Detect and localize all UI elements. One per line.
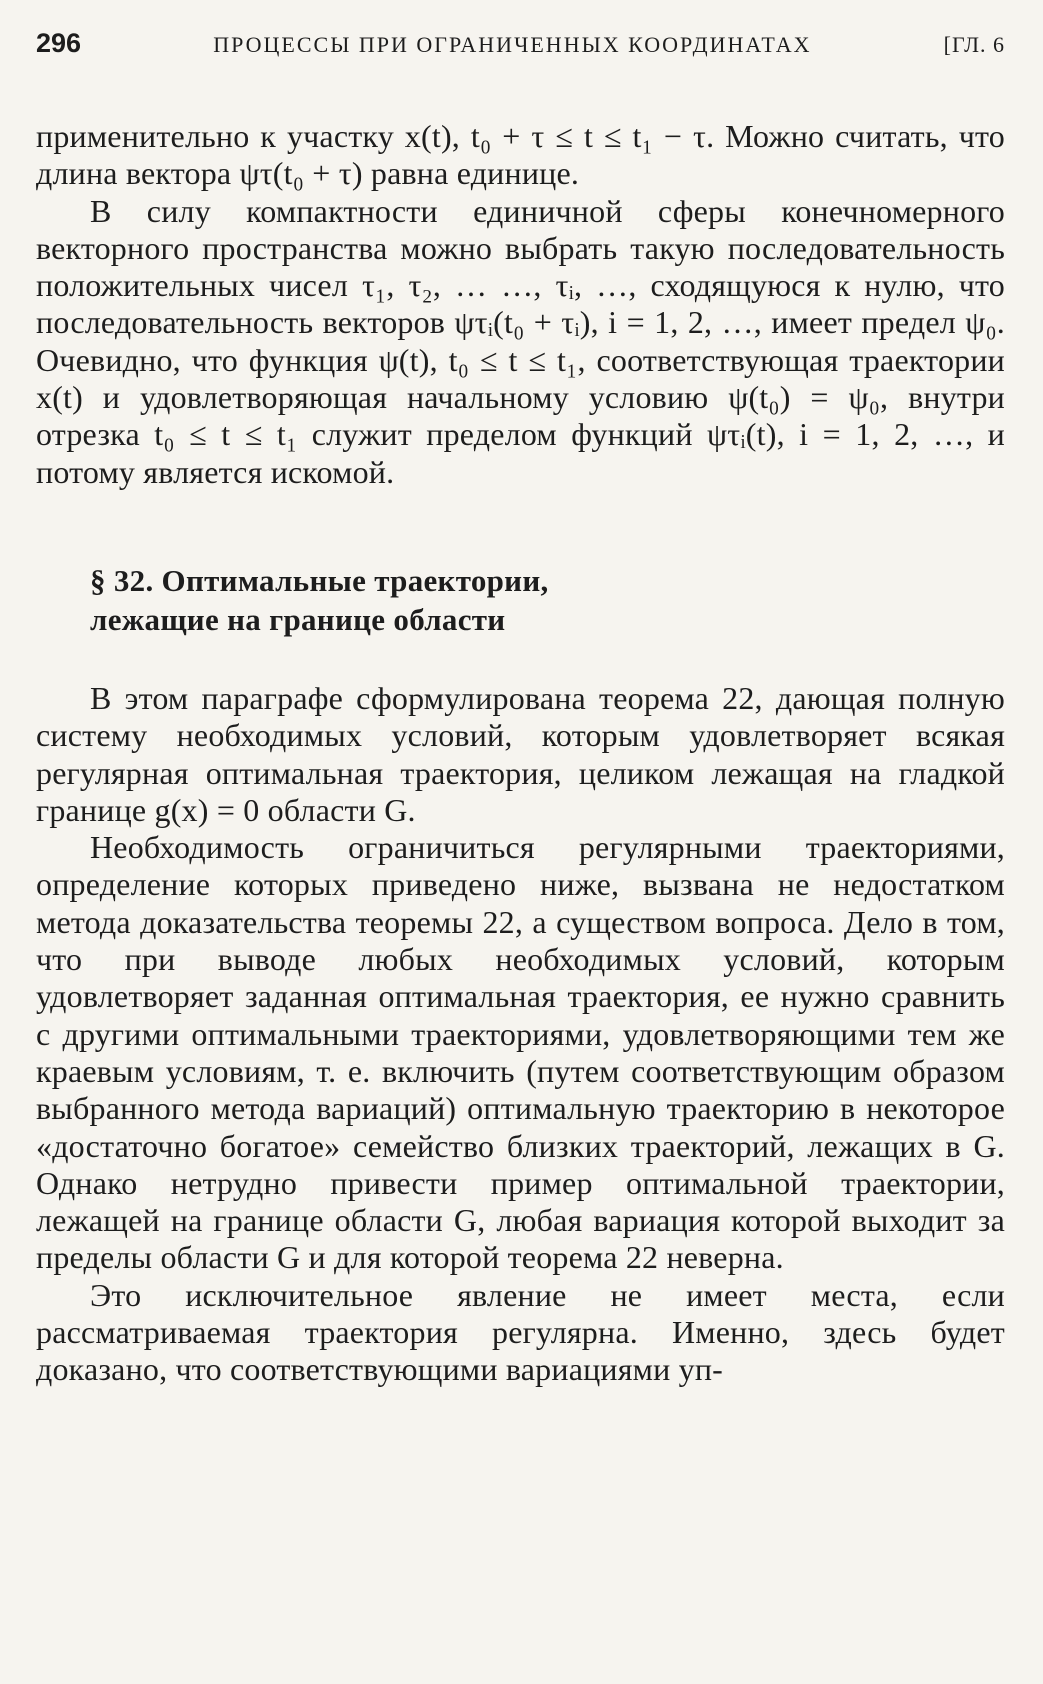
paragraph-compactness: В силу компактности единичной сферы конечномерного векторного пространства можно выбрать такую последовательность положительных чисел τ₁, τ₂, … …, τᵢ, …, сходящуюся к нулю, что последовательность векторов ψτᵢ(t₀ + τᵢ), i = 1, 2, …, имеет предел ψ₀. Очевидно, что функция ψ(t), t₀ ≤ t ≤ t₁, соответствующая траектории x(t) и удовлетворяющая начальному условию ψ(t₀) = ψ₀, внутри отрезка t₀ ≤ t ≤ t₁ служит пределом функций ψτᵢ(t), i = 1, 2, …, и потому является искомой. — [36, 192, 1005, 490]
paragraph-continuation: применительно к участку x(t), t₀ + τ ≤ t ≤ t₁ − τ. Можно считать, что длина вектора ψτ(t₀ + τ) равна единице. — [36, 118, 1005, 192]
page-number: 296 — [36, 28, 82, 58]
paragraph-exceptional-case: Это исключительное явление не имеет места, если рассматриваемая траектория регулярна. Именно, здесь будет доказано, что соответствующими вариациями уп- — [36, 1276, 1005, 1388]
paragraph-regular-trajectories: Необходимость ограничиться регулярными траекториями, определение которых приведено ниже, вызвана не недостатком метода доказательства теоремы 22, а существом вопроса. Дело в том, что при выводе любых необходимых условий, которым удовлетворяет заданная оптимальная траектория, ее нужно сравнить с другими оптимальными траекториями, удовлетворяющими тем же краевым условиям, т. е. включить (путем соответствующим образом выбранного метода вариаций) оптимальную траекторию в некоторое «достаточно богатое» семейство близких траекторий, лежащих в G. Однако нетрудно привести пример оптимальной траектории, лежащей на границе области G, любая вариация которой выходит за пределы области G и для которой теорема 22 неверна. — [36, 829, 1005, 1276]
running-title: ПРОЦЕССЫ ПРИ ОГРАНИЧЕННЫХ КООРДИНАТАХ — [213, 32, 812, 57]
section-heading-line-1: § 32. Оптимальные траектории, — [90, 562, 549, 598]
paragraph-theorem-22: В этом параграфе сформулирована теорема 22, дающая полную систему необходимых условий, которым удовлетворяет всякая регулярная оптимальная траектория, целиком лежащая на гладкой границе g(x) = 0 области G. — [36, 679, 1005, 828]
chapter-reference: [ГЛ. 6 — [943, 32, 1005, 57]
running-head — [36, 28, 1005, 68]
section-heading-line-2: лежащие на границе области — [90, 601, 506, 637]
section-heading — [90, 561, 1005, 639]
